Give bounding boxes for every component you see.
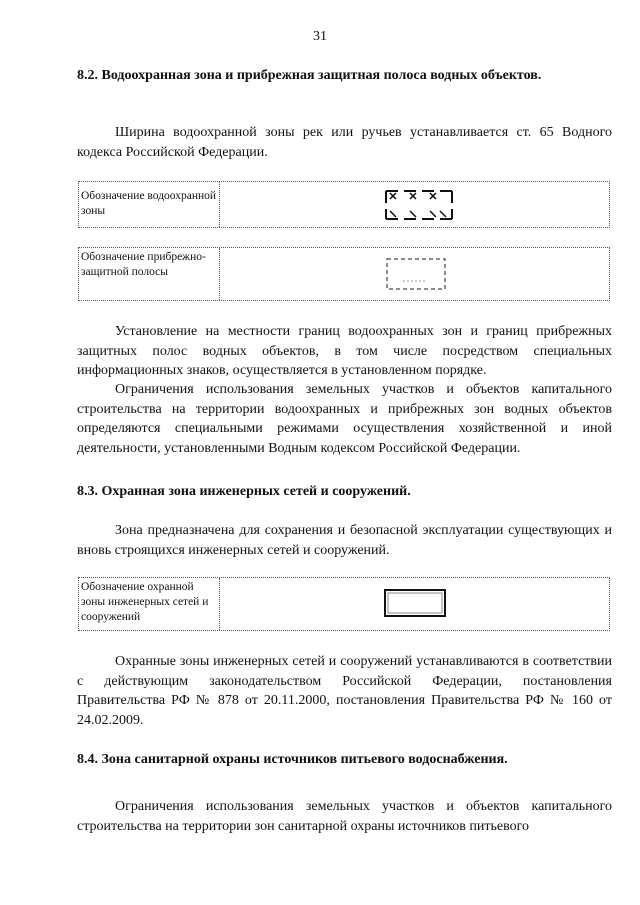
section-8-4-heading: 8.4. Зона санитарной охраны источников питьевого водоснабжения.: [77, 752, 508, 767]
engineering-zone-box-icon: [381, 586, 451, 622]
legend-label: Обозначение прибрежно-защитной полосы: [79, 248, 220, 300]
page-number: 31: [313, 29, 327, 44]
section-8-4-paragraph: Ограничения использования земельных участков и объектов капитального строительства на территории зон санитарной охраны источников питьевого: [77, 799, 612, 834]
section-8-2-paragraph-2: Ограничения использования земельных участков и объектов капитального строительства на территории водоохранных и прибрежных зон водных объектов определяются специальными режимами осуществления хозяйственной и иной деятельности, установленными Водным кодексом Российской Федерации.: [77, 382, 612, 456]
water-zone-symbol: [220, 182, 609, 227]
section-8-2-intro: Ширина водоохранной зоны рек или ручьев устанавливается ст. 65 Водного кодекса Российской Федерации.: [77, 125, 612, 160]
legend-label: Обозначение водоохранной зоны: [79, 182, 220, 227]
legend-label: Обозначение охранной зоны инженерных сетей и сооружений: [79, 578, 220, 630]
legend-water-protection-zone: [78, 181, 610, 228]
section-8-3-heading: 8.3. Охранная зона инженерных сетей и сооружений.: [77, 484, 411, 499]
section-8-2-paragraph-1: Установление на местности границ водоохранных зон и границ прибрежных защитных полос водных объектов, в том числе посредством специальных информационных знаков, осуществляется в установленном порядке.: [77, 324, 612, 378]
legend-engineering-networks-zone: [78, 577, 610, 631]
coastal-strip-dashed-icon: [383, 255, 453, 295]
engineering-zone-symbol: [220, 578, 609, 630]
section-8-2-heading: 8.2. Водоохранная зона и прибрежная защитная полоса водных объектов.: [77, 68, 542, 83]
legend-coastal-protection-strip: [78, 247, 610, 301]
section-8-3-paragraph: Охранные зоны инженерных сетей и сооружений устанавливаются в соответствии с действующим законодательством Российской Федерации, постановления Правительства РФ № 878 от 20.11.2000, постановления Правительства РФ № 160 от 24.02.2009.: [77, 654, 612, 728]
water-zone-hatch-icon: [380, 185, 460, 225]
coastal-strip-symbol: [220, 248, 609, 300]
section-8-3-intro: Зона предназначена для сохранения и безопасной эксплуатации существующих и вновь строящихся инженерных сетей и сооружений.: [77, 523, 612, 558]
